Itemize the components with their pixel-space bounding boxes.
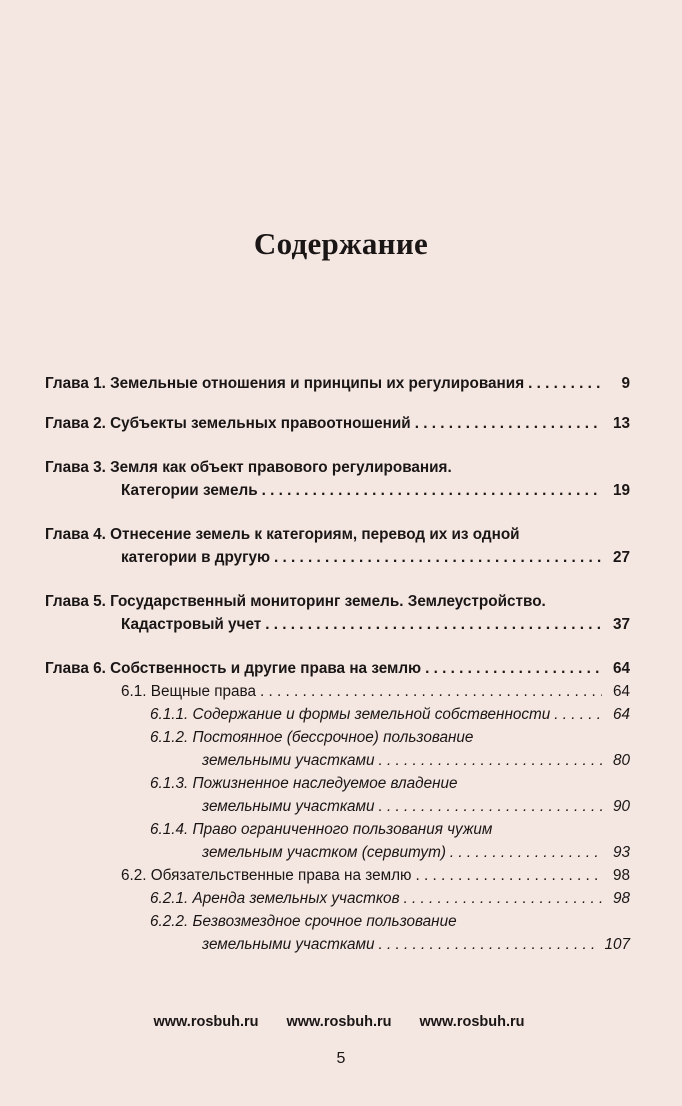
dot-leader [379, 749, 602, 772]
page-number: 90 [612, 798, 630, 815]
toc-entry-6-2-2-cont[interactable] [45, 933, 630, 956]
entry-label: земельными участками [202, 936, 375, 953]
page-number: 64 [612, 683, 630, 700]
toc-entry-6-1-4[interactable] [45, 818, 630, 841]
toc-entry-6-1-2[interactable] [45, 726, 630, 749]
page-number: 9 [621, 375, 630, 392]
entry-label: категории в другую [121, 549, 271, 566]
dot-leader [425, 657, 602, 680]
dot-leader [404, 887, 602, 910]
toc-entry-6-2[interactable] [45, 864, 630, 887]
toc-entry-chapter-5-cont[interactable] [45, 613, 630, 636]
toc-entry-chapter-3[interactable] [45, 456, 630, 479]
toc-entry-6-1-3-cont[interactable] [45, 795, 630, 818]
entry-label: земельным участком (сервитут) [202, 844, 446, 861]
dot-leader [416, 864, 602, 887]
website-link[interactable]: www.rosbuh.ru [153, 1014, 259, 1030]
page-number: 64 [612, 706, 630, 723]
page-title: Содержание [253, 226, 429, 261]
page-number: 27 [612, 549, 630, 566]
page-number-footer: 5 [336, 1050, 346, 1067]
dot-leader [379, 933, 599, 956]
entry-label: Глава 6. Собственность и другие права на землю [45, 660, 422, 677]
toc-entry-6-2-1[interactable] [45, 887, 630, 910]
page-number: 93 [612, 844, 630, 861]
toc-entry-chapter-5[interactable] [45, 590, 630, 613]
entry-label: земельными участками [202, 798, 375, 815]
footer-links [0, 1014, 682, 1030]
dot-leader [379, 795, 602, 818]
dot-leader [260, 680, 602, 703]
entry-label: 6.2.2. Безвозмездное срочное пользование [150, 913, 457, 930]
page-number: 64 [612, 660, 630, 677]
entry-label: Глава 3. Земля как объект правового регулирования. [45, 459, 452, 476]
dot-leader [554, 703, 602, 726]
page-number: 80 [612, 752, 630, 769]
entry-label: 6.2. Обязательственные права на землю [121, 867, 412, 884]
entry-label: Глава 4. Отнесение земель к категориям, перевод их из одной [45, 526, 520, 543]
entry-label: 6.1.2. Постоянное (бессрочное) пользование [150, 729, 474, 746]
dot-leader [274, 546, 602, 569]
dot-leader [415, 412, 602, 435]
entry-label: 6.1.3. Пожизненное наследуемое владение [150, 775, 458, 792]
page-number: 107 [604, 936, 630, 953]
entry-label: 6.2.1. Аренда земельных участков [150, 890, 400, 907]
entry-label: Кадастровый учет [121, 616, 262, 633]
website-link[interactable]: www.rosbuh.ru [286, 1014, 392, 1030]
toc-entry-chapter-6[interactable] [45, 657, 630, 680]
entry-label: Категории земель [121, 482, 258, 499]
page-number: 19 [612, 482, 630, 499]
toc-entry-6-1-4-cont[interactable] [45, 841, 630, 864]
toc-entry-6-1-3[interactable] [45, 772, 630, 795]
toc-entry-6-1[interactable] [45, 680, 630, 703]
entry-label: земельными участками [202, 752, 375, 769]
dot-leader [265, 613, 602, 636]
toc-entry-6-2-2[interactable] [45, 910, 630, 933]
entry-label: Глава 1. Земельные отношения и принципы их регулирования [45, 375, 525, 392]
entry-label: Глава 2. Субъекты земельных правоотношений [45, 415, 411, 432]
page-number: 98 [612, 867, 630, 884]
toc-entry-6-1-2-cont[interactable] [45, 749, 630, 772]
entry-label: 6.1.4. Право ограниченного пользования чужим [150, 821, 493, 838]
toc-entry-chapter-1[interactable] [45, 372, 630, 395]
table-of-contents [45, 372, 630, 956]
toc-entry-chapter-3-cont[interactable] [45, 479, 630, 502]
entry-label: 6.1. Вещные права [121, 683, 257, 700]
entry-label: Глава 5. Государственный мониторинг земель. Землеустройство. [45, 593, 546, 610]
entry-label: 6.1.1. Содержание и формы земельной собственности [150, 706, 551, 723]
toc-entry-6-1-1[interactable] [45, 703, 630, 726]
dot-leader [528, 372, 602, 395]
dot-leader [450, 841, 602, 864]
toc-entry-chapter-4-cont[interactable] [45, 546, 630, 569]
website-link[interactable]: www.rosbuh.ru [419, 1014, 525, 1030]
dot-leader [262, 479, 602, 502]
page-number: 98 [612, 890, 630, 907]
page-number: 13 [612, 415, 630, 432]
page-number: 37 [612, 616, 630, 633]
toc-entry-chapter-2[interactable] [45, 412, 630, 435]
toc-entry-chapter-4[interactable] [45, 523, 630, 546]
